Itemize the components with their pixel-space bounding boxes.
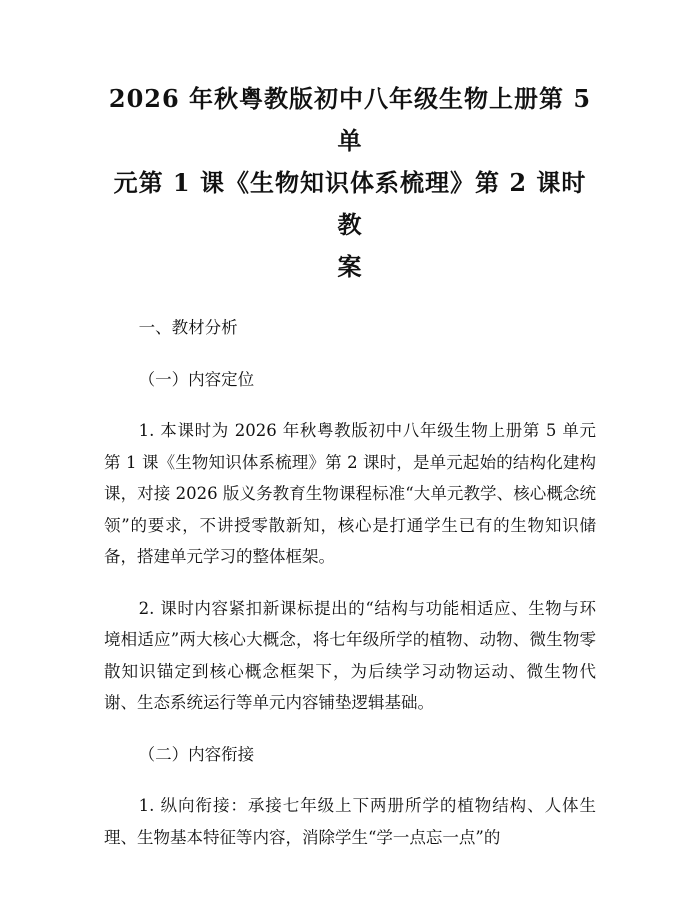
title-line-2: 元第 1 课《生物知识体系梳理》第 2 课时教 [113,168,587,239]
section-heading-teaching-material-analysis: 一、教材分析 [138,318,238,337]
title-line-1: 2026 年秋粤教版初中八年级生物上册第 5 单 [108,84,592,155]
document-title [104,78,596,288]
document-body [104,312,596,853]
paragraph-content-connection-1: 1. 纵向衔接：承接七年级上下两册所学的植物结构、人体生理、生物基本特征等内容，消除学生“学一点忘一点”的 [104,796,596,847]
subsection-heading-content-connection: （二）内容衔接 [138,744,255,764]
paragraph-content-positioning-2: 2. 课时内容紧扣新课标提出的“结构与功能相适应、生物与环境相适应”两大核心大概念，将七年级所学的植物、动物、微生物零散知识锚定到核心概念框架下，为后续学习动物运动、微生物代谢、生态系统运行等单元内容铺垫逻辑基础。 [104,598,596,712]
subsection-heading-content-positioning: （一）内容定位 [138,369,255,389]
paragraph-content-positioning-1: 1. 本课时为 2026 年秋粤教版初中八年级生物上册第 5 单元第 1 课《生物知识体系梳理》第 2 课时，是单元起始的结构化建构课，对接 2026 版义务教育生物课程标准“大单元教学、核心概念统领”的要求，不讲授零散新知，核心是打通学生已有的生物知识储备，搭建单元学习的整体框架。 [104,421,596,566]
title-line-3: 案 [337,252,363,281]
